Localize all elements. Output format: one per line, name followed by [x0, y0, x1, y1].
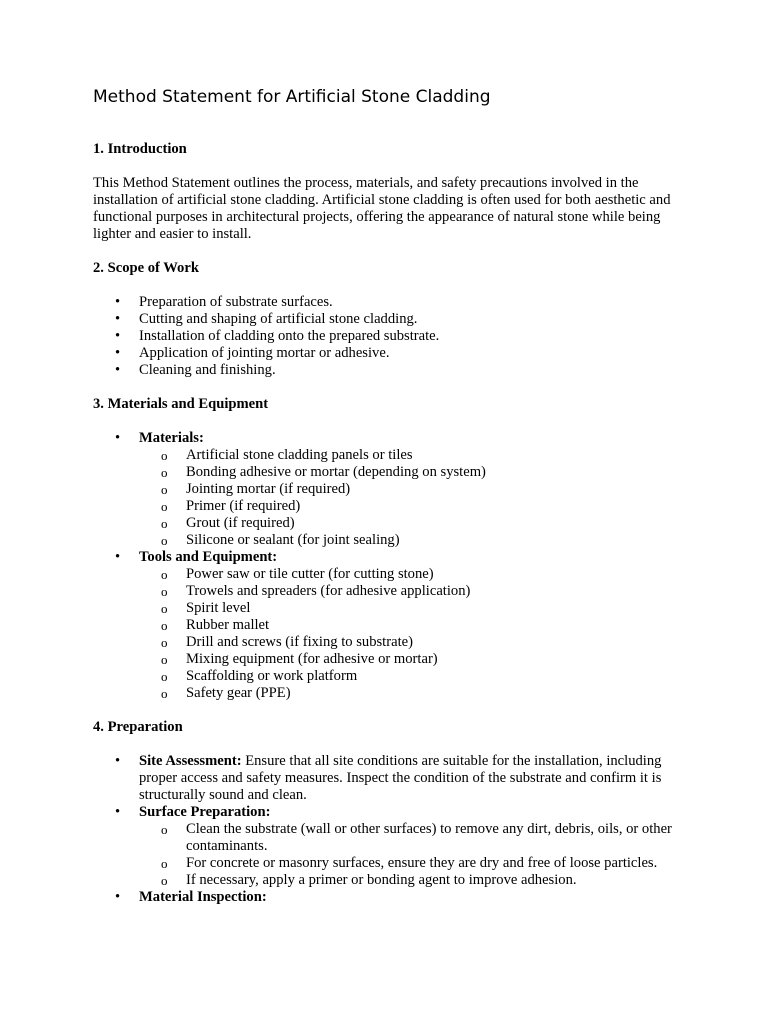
list-item: [93, 362, 693, 379]
sub-list-item: [139, 498, 693, 515]
surface-preparation-sublist: [139, 821, 693, 889]
list-item: [93, 294, 693, 311]
section-heading: 4. Preparation: [93, 719, 183, 735]
sub-list-item: [139, 651, 693, 668]
surface-preparation-label: Surface Preparation:: [139, 804, 271, 820]
site-assessment-text: Ensure that all site conditions are suitable for the installation, including proper access and safety measures. Inspect the condition of the substrate and confirm it is structurally sound and clean.: [139, 753, 662, 803]
sub-item-text: Artificial stone cladding panels or tiles: [186, 447, 413, 463]
section-preparation: [93, 719, 693, 906]
circle-bullet-icon: o: [161, 601, 168, 616]
sub-list-item: [139, 532, 693, 549]
bullet-icon: •: [115, 753, 121, 769]
sub-list-item: [139, 872, 693, 889]
circle-bullet-icon: o: [161, 499, 168, 514]
circle-bullet-icon: o: [161, 822, 168, 837]
bullet-icon: •: [115, 345, 121, 361]
sub-list-item: [139, 634, 693, 651]
preparation-list: [93, 753, 693, 906]
sub-item-text: Scaffolding or work platform: [186, 668, 358, 684]
list-item: [93, 889, 693, 906]
document-page: [93, 86, 693, 923]
circle-bullet-icon: o: [161, 448, 168, 463]
list-item: [93, 549, 693, 702]
sub-item-text: For concrete or masonry surfaces, ensure they are dry and free of loose particles.: [186, 855, 658, 871]
list-item-text: Application of jointing mortar or adhesive.: [139, 345, 390, 361]
list-item-text: Installation of cladding onto the prepared substrate.: [139, 328, 440, 344]
section-heading: 3. Materials and Equipment: [93, 396, 269, 412]
section-scope-of-work: [93, 260, 693, 379]
materials-list: [93, 430, 693, 702]
sub-item-text: Power saw or tile cutter (for cutting stone): [186, 566, 434, 582]
circle-bullet-icon: o: [161, 856, 168, 871]
sub-item-text: Clean the substrate (wall or other surfaces) to remove any dirt, debris, oils, or other contaminants.: [186, 821, 672, 854]
circle-bullet-icon: o: [161, 465, 168, 480]
sub-list-item: [139, 668, 693, 685]
sub-list-item: [139, 685, 693, 702]
circle-bullet-icon: o: [161, 669, 168, 684]
sub-item-text: Jointing mortar (if required): [186, 481, 351, 497]
material-inspection-label: Material Inspection:: [139, 889, 267, 905]
bullet-icon: •: [115, 430, 121, 446]
bullet-icon: •: [115, 549, 121, 565]
document-title: Method Statement for Artificial Stone Cladding: [93, 87, 491, 107]
group-label-tools: Tools and Equipment:: [139, 549, 278, 565]
sub-list-item: [139, 855, 693, 872]
circle-bullet-icon: o: [161, 567, 168, 582]
circle-bullet-icon: o: [161, 584, 168, 599]
sub-list-item: [139, 447, 693, 464]
list-item-text: Cleaning and finishing.: [139, 362, 276, 378]
section-materials-equipment: [93, 396, 693, 702]
sub-item-text: Trowels and spreaders (for adhesive application): [186, 583, 471, 599]
bullet-icon: •: [115, 311, 121, 327]
sub-list-item: [139, 617, 693, 634]
circle-bullet-icon: o: [161, 635, 168, 650]
sub-item-text: Drill and screws (if fixing to substrate): [186, 634, 413, 650]
bullet-icon: •: [115, 362, 121, 378]
bullet-icon: •: [115, 328, 121, 344]
sub-item-text: Primer (if required): [186, 498, 301, 514]
list-item-text: Preparation of substrate surfaces.: [139, 294, 333, 310]
section-introduction: [93, 141, 693, 243]
sub-item-text: Spirit level: [186, 600, 251, 616]
section-heading: 1. Introduction: [93, 141, 187, 157]
circle-bullet-icon: o: [161, 873, 168, 888]
sub-item-text: Bonding adhesive or mortar (depending on system): [186, 464, 486, 480]
list-item: [93, 804, 693, 889]
intro-paragraph: This Method Statement outlines the process, materials, and safety precautions involved in the installation of artificial stone cladding. Artificial stone cladding is often used for both aesthetic and functional purposes in architectural projects, offering the appearance of natural stone while being lighter and easier to install.: [93, 175, 671, 242]
list-item: [93, 753, 693, 804]
sub-item-text: Rubber mallet: [186, 617, 270, 633]
tools-sublist: [139, 566, 693, 702]
section-heading: 2. Scope of Work: [93, 260, 199, 276]
group-label-materials: Materials:: [139, 430, 204, 446]
bullet-icon: •: [115, 804, 121, 820]
sub-list-item: [139, 481, 693, 498]
list-item: [93, 345, 693, 362]
sub-list-item: [139, 566, 693, 583]
circle-bullet-icon: o: [161, 652, 168, 667]
materials-sublist: [139, 447, 693, 549]
site-assessment-label: Site Assessment:: [139, 753, 242, 769]
sub-item-text: Silicone or sealant (for joint sealing): [186, 532, 400, 548]
circle-bullet-icon: o: [161, 533, 168, 548]
site-assessment-paragraph: [139, 753, 679, 804]
sub-list-item: [139, 600, 693, 617]
sub-list-item: [139, 821, 693, 855]
bullet-icon: •: [115, 889, 121, 905]
sub-list-item: [139, 515, 693, 532]
sub-list-item: [139, 464, 693, 481]
circle-bullet-icon: o: [161, 686, 168, 701]
bullet-icon: •: [115, 294, 121, 310]
circle-bullet-icon: o: [161, 618, 168, 633]
list-item: [93, 430, 693, 549]
circle-bullet-icon: o: [161, 516, 168, 531]
sub-item-text: Grout (if required): [186, 515, 295, 531]
list-item: [93, 328, 693, 345]
list-item-text: Cutting and shaping of artificial stone cladding.: [139, 311, 418, 327]
list-item: [93, 311, 693, 328]
circle-bullet-icon: o: [161, 482, 168, 497]
sub-list-item: [139, 583, 693, 600]
sub-item-text: Safety gear (PPE): [186, 685, 291, 701]
scope-list: [93, 294, 693, 379]
sub-item-text: If necessary, apply a primer or bonding agent to improve adhesion.: [186, 872, 577, 888]
sub-item-text: Mixing equipment (for adhesive or mortar): [186, 651, 438, 667]
